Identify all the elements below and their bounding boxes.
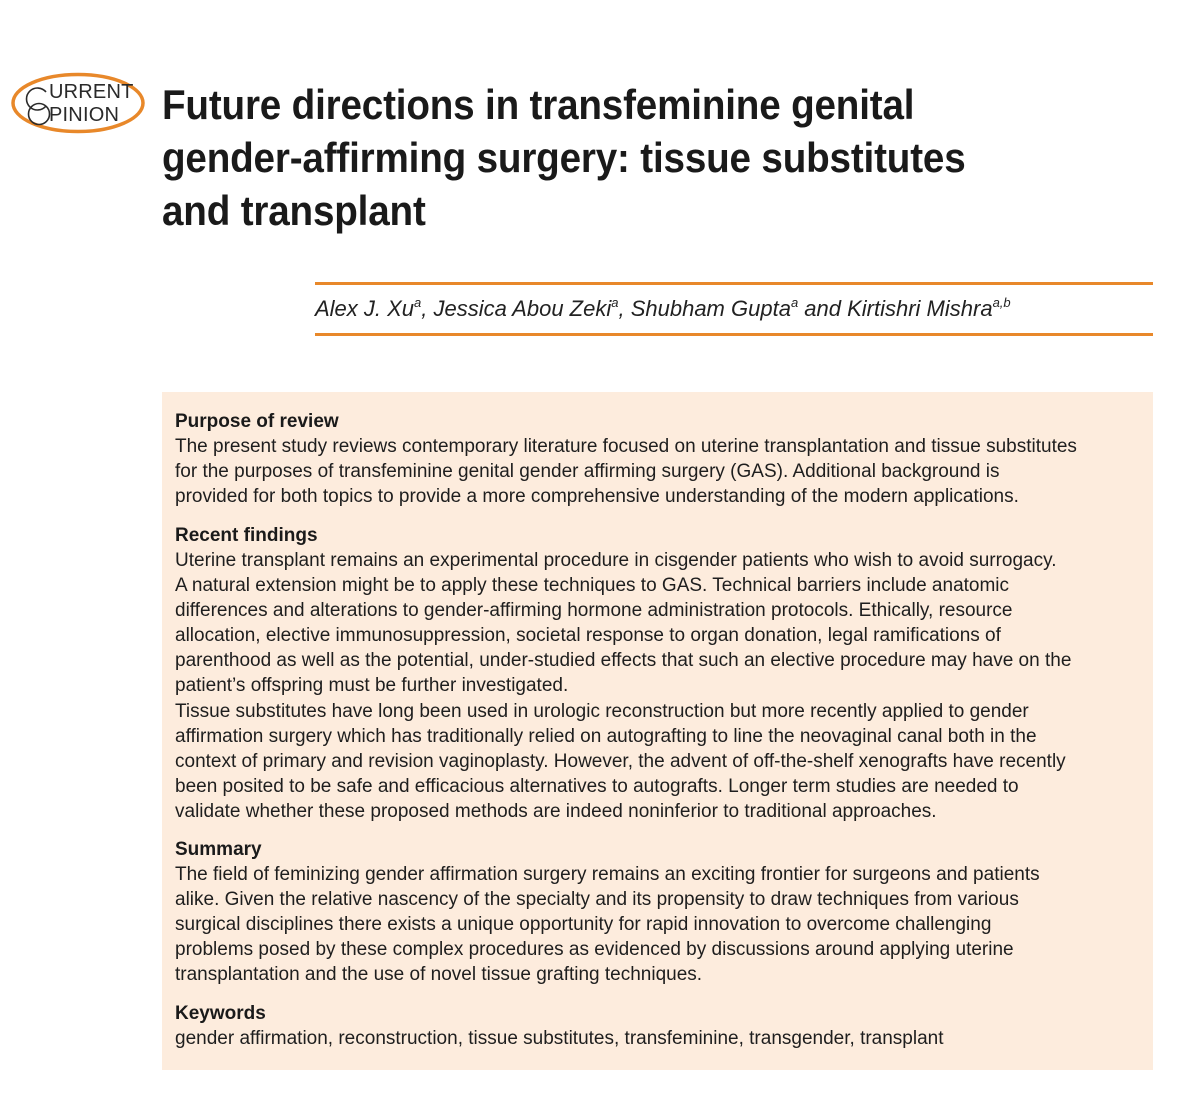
text-line: provided for both topics to provide a more comprehensive understanding of the modern applications. [175, 486, 1019, 508]
text-line: differences and alterations to gender-affirming hormone administration protocols. Ethically, resource [175, 600, 1013, 622]
text-line: surgical disciplines there exists a unique opportunity for rapid innovation to overcome challenging [175, 914, 992, 936]
title-line: and transplant [162, 187, 426, 234]
author-name: Jessica Abou Zeki [433, 296, 612, 321]
title-line: Future directions in transfeminine genital [162, 81, 915, 128]
section-heading: Summary [175, 839, 262, 860]
article-title [162, 78, 1082, 237]
author-list [315, 294, 1153, 324]
author-affiliation: a [611, 295, 619, 310]
text-line: patient’s offspring must be further investigated. [175, 675, 569, 697]
text-line: parenthood as well as the potential, under-studied effects that such an elective procedure may have on the [175, 650, 1072, 672]
text-line: The present study reviews contemporary literature focused on uterine transplantation and tissue substitutes [175, 436, 1077, 457]
section-body [175, 862, 1140, 987]
title-line: gender-affirming surgery: tissue substitutes [162, 134, 966, 181]
text-line: allocation, elective immunosuppression, societal response to organ donation, legal ramifications of [175, 625, 1001, 647]
abstract-section-purpose [175, 409, 1140, 509]
text-line: The field of feminizing gender affirmation surgery remains an exciting frontier for surgeons and patients [175, 864, 1040, 885]
author-affiliation: a [790, 295, 799, 310]
keyword-list: gender affirmation, reconstruction, tissue substitutes, transfeminine, transgender, transplant [175, 1028, 944, 1049]
text-line: Uterine transplant remains an experimental procedure in cisgender patients who wish to avoid surrogacy. [175, 550, 1057, 571]
text-line: Tissue substitutes have long been used in urologic reconstruction but more recently applied to gender [175, 700, 1029, 722]
author-rule-bottom [315, 333, 1153, 336]
author-separator: and [798, 296, 848, 321]
abstract-section-keywords [175, 1001, 1140, 1051]
author-affiliation: a [414, 295, 422, 310]
abstract-section-summary [175, 837, 1140, 987]
section-body [175, 1026, 1140, 1051]
abstract-section-findings [175, 523, 1140, 824]
author-name: Alex J. Xu [315, 296, 415, 321]
author-name: Kirtishri Mishra [847, 296, 993, 321]
text-line: validate whether these proposed methods are indeed noninferior to traditional approaches. [175, 800, 937, 822]
section-heading: Keywords [175, 1003, 266, 1024]
section-body [175, 434, 1140, 509]
text-line: problems posed by these complex procedures as evidenced by discussions around applying uterine [175, 939, 1014, 961]
text-line: been posited to be safe and efficacious alternatives to autografts. Longer term studies are needed to [175, 775, 1019, 797]
text-line: context of primary and revision vaginoplasty. However, the advent of off-the-shelf xenografts have recently [175, 750, 1066, 772]
section-heading: Recent findings [175, 525, 318, 546]
section-body [175, 548, 1140, 824]
author-affiliation: a,b [992, 295, 1011, 310]
author-separator: , [421, 296, 434, 321]
author-name: Shubham Gupta [630, 296, 791, 321]
author-separator: , [618, 296, 631, 321]
text-line: A natural extension might be to apply these techniques to GAS. Technical barriers include anatomic [175, 575, 1010, 597]
section-heading: Purpose of review [175, 411, 339, 432]
logo-text-opinion: PINION [49, 104, 120, 126]
text-line: transplantation and the use of novel tissue grafting techniques. [175, 964, 703, 986]
abstract-box [162, 392, 1153, 1070]
author-rule-top [315, 282, 1153, 285]
logo-text-current: URRENT [49, 81, 134, 103]
text-line: affirmation surgery which has traditionally relied on autografting to line the neovaginal canal both in the [175, 725, 1037, 747]
text-line: for the purposes of transfeminine genital gender affirming surgery (GAS). Additional background is [175, 461, 1000, 483]
text-line: alike. Given the relative nascency of the specialty and its propensity to draw techniques from various [175, 889, 1019, 911]
